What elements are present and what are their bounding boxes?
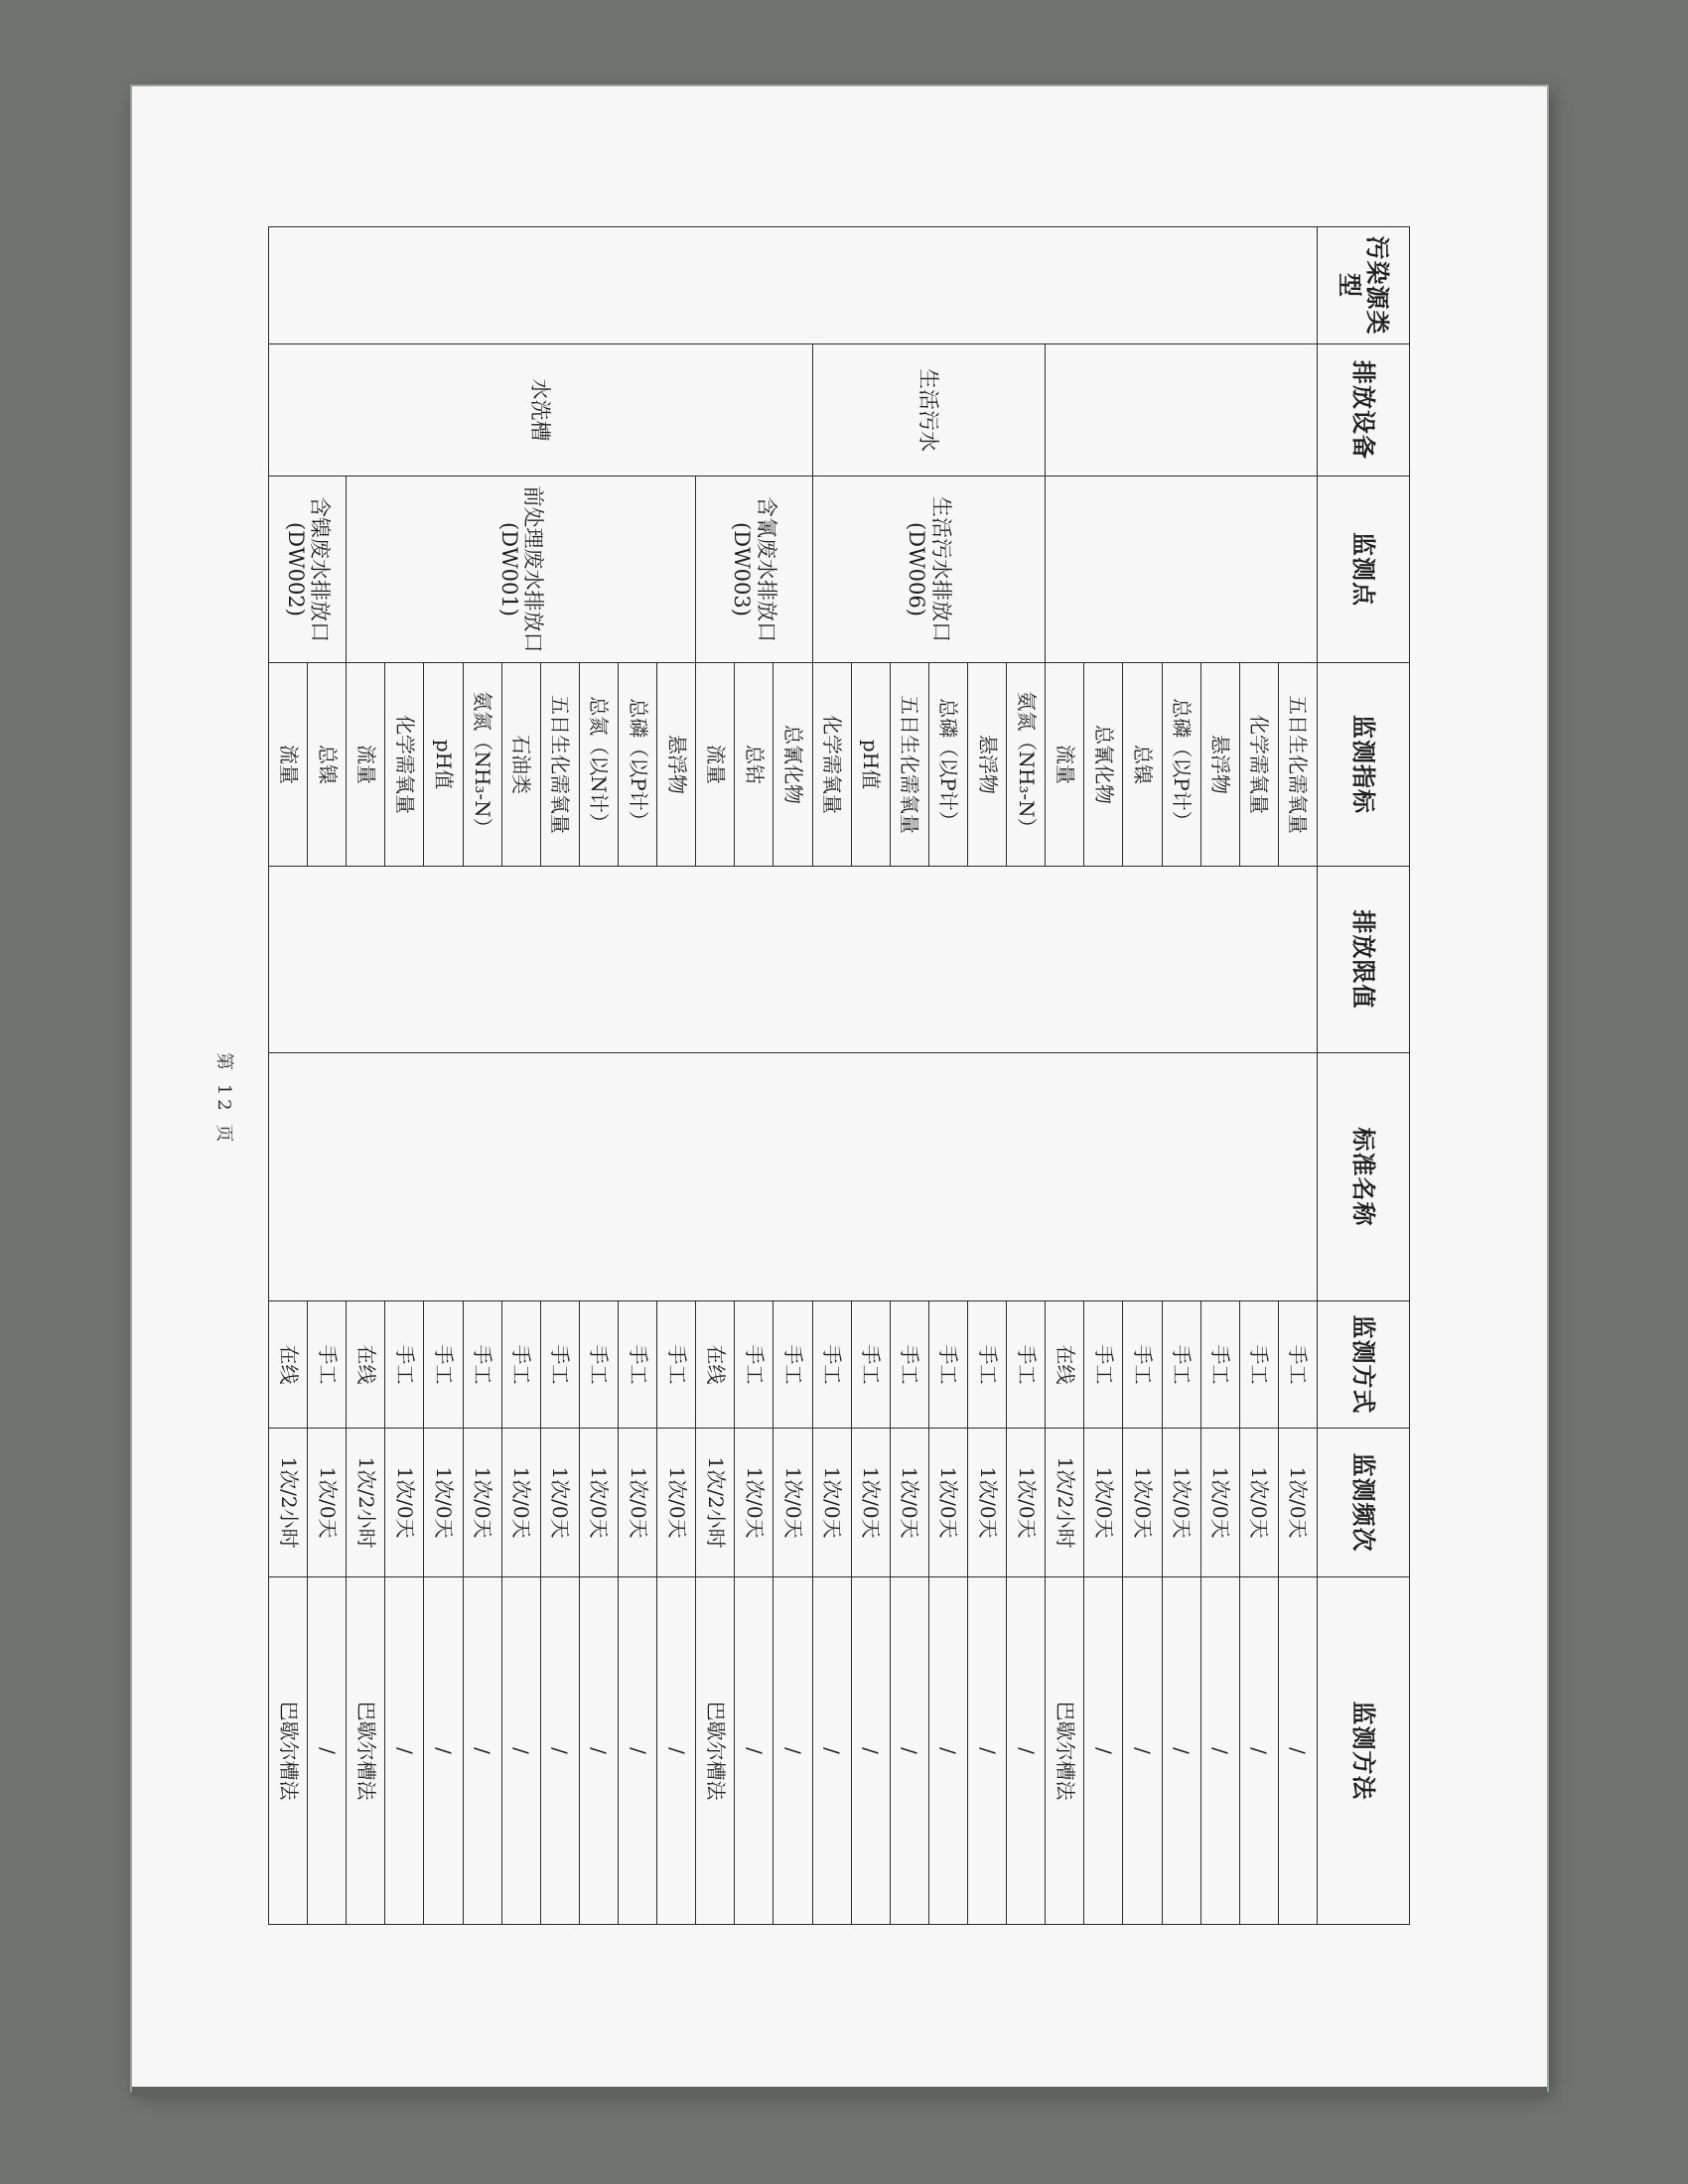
point-cell — [1046, 477, 1318, 663]
mode-cell: 手工 — [1007, 1301, 1046, 1429]
frequency-cell: 1次/0天 — [735, 1429, 774, 1577]
header-row — [1318, 227, 1410, 1925]
method-cell: / — [1123, 1577, 1162, 1925]
monitoring-table — [268, 226, 1410, 1925]
mode-cell: 手工 — [928, 1301, 967, 1429]
mode-cell: 手工 — [657, 1301, 696, 1429]
frequency-cell: 1次/0天 — [1084, 1429, 1123, 1577]
method-cell: / — [308, 1577, 347, 1925]
equipment-cell — [1046, 344, 1318, 477]
mode-cell: 手工 — [501, 1301, 540, 1429]
parameter-cell: 五日生化需氧量 — [890, 663, 928, 867]
header-limit: 排放限值 — [1318, 867, 1410, 1053]
mode-cell: 手工 — [1278, 1301, 1317, 1429]
method-cell: / — [735, 1577, 774, 1925]
parameter-cell: 总氰化物 — [1084, 663, 1123, 867]
mode-cell: 在线 — [269, 1301, 308, 1429]
header-source-type: 污染源类型 — [1318, 227, 1410, 344]
frequency-cell: 1次/0天 — [501, 1429, 540, 1577]
parameter-cell: 悬浮物 — [657, 663, 696, 867]
frequency-cell: 1次/0天 — [308, 1429, 347, 1577]
mode-cell: 手工 — [463, 1301, 501, 1429]
method-cell: / — [657, 1577, 696, 1925]
mode-cell: 手工 — [385, 1301, 424, 1429]
point-cell: 含氰废水排放口(DW003) — [696, 477, 812, 663]
frequency-cell: 1次/0天 — [1162, 1429, 1200, 1577]
header-mode: 监测方式 — [1318, 1301, 1410, 1429]
frequency-cell: 1次/0天 — [1239, 1429, 1278, 1577]
header-frequency: 监测频次 — [1318, 1429, 1410, 1577]
parameter-cell: 化学需氧量 — [385, 663, 424, 867]
mode-cell: 手工 — [424, 1301, 463, 1429]
page-number: 第 12 页 — [213, 1052, 234, 1147]
mode-cell: 在线 — [347, 1301, 385, 1429]
method-cell: / — [540, 1577, 579, 1925]
frequency-cell: 1次/0天 — [1200, 1429, 1239, 1577]
header-parameter: 监测指标 — [1318, 663, 1410, 867]
frequency-cell: 1次/0天 — [657, 1429, 696, 1577]
parameter-cell: 五日生化需氧量 — [1278, 663, 1317, 867]
point-cell: 含镍废水排放口(DW002) — [269, 477, 347, 663]
parameter-cell: 总镍 — [1123, 663, 1162, 867]
limit-cell — [269, 867, 1318, 1053]
method-cell: / — [579, 1577, 618, 1925]
point-cell: 生活污水排放口(DW006) — [812, 477, 1046, 663]
mode-cell: 手工 — [890, 1301, 928, 1429]
mode-cell: 手工 — [735, 1301, 774, 1429]
method-cell: / — [424, 1577, 463, 1925]
parameter-cell: 化学需氧量 — [1239, 663, 1278, 867]
frequency-cell: 1次/2小时 — [1046, 1429, 1084, 1577]
frequency-cell: 1次/0天 — [619, 1429, 657, 1577]
parameter-cell: 氨氮（NH₃-N） — [1007, 663, 1046, 867]
method-cell: 巴歇尔槽法 — [1046, 1577, 1084, 1925]
rotated-table-wrapper — [268, 226, 1410, 1924]
mode-cell: 在线 — [1046, 1301, 1084, 1429]
scan-edge — [132, 2087, 1547, 2097]
frequency-cell: 1次/0天 — [890, 1429, 928, 1577]
mode-cell: 手工 — [619, 1301, 657, 1429]
method-cell: / — [1278, 1577, 1317, 1925]
parameter-cell: 石油类 — [501, 663, 540, 867]
method-cell: / — [619, 1577, 657, 1925]
mode-cell: 手工 — [968, 1301, 1007, 1429]
mode-cell: 手工 — [540, 1301, 579, 1429]
frequency-cell: 1次/2小时 — [696, 1429, 735, 1577]
mode-cell: 手工 — [851, 1301, 890, 1429]
equipment-cell: 生活污水 — [812, 344, 1046, 477]
parameter-cell: 总钴 — [735, 663, 774, 867]
mode-cell: 手工 — [1162, 1301, 1200, 1429]
parameter-cell: 总镍 — [308, 663, 347, 867]
mode-cell: 手工 — [1123, 1301, 1162, 1429]
mode-cell: 手工 — [579, 1301, 618, 1429]
frequency-cell: 1次/0天 — [540, 1429, 579, 1577]
parameter-cell: pH值 — [851, 663, 890, 867]
frequency-cell: 1次/0天 — [812, 1429, 851, 1577]
parameter-cell: 悬浮物 — [1200, 663, 1239, 867]
method-cell: / — [812, 1577, 851, 1925]
equipment-cell: 水洗槽 — [269, 344, 813, 477]
parameter-cell: 流量 — [696, 663, 735, 867]
frequency-cell: 1次/2小时 — [347, 1429, 385, 1577]
parameter-cell: 流量 — [347, 663, 385, 867]
frequency-cell: 1次/0天 — [424, 1429, 463, 1577]
parameter-cell: 总磷（以P计） — [619, 663, 657, 867]
header-method: 监测方法 — [1318, 1577, 1410, 1925]
method-cell: / — [1162, 1577, 1200, 1925]
parameter-cell: 五日生化需氧量 — [540, 663, 579, 867]
table-row — [1278, 227, 1317, 1925]
parameter-cell: 流量 — [269, 663, 308, 867]
parameter-cell: 悬浮物 — [968, 663, 1007, 867]
frequency-cell: 1次/0天 — [1123, 1429, 1162, 1577]
mode-cell: 在线 — [696, 1301, 735, 1429]
mode-cell: 手工 — [774, 1301, 812, 1429]
parameter-cell: 氨氮（NH₃-N） — [463, 663, 501, 867]
frequency-cell: 1次/0天 — [1007, 1429, 1046, 1577]
method-cell: 巴歇尔槽法 — [347, 1577, 385, 1925]
standard-cell — [269, 1053, 1318, 1301]
header-standard: 标准名称 — [1318, 1053, 1410, 1301]
method-cell: / — [385, 1577, 424, 1925]
method-cell: / — [851, 1577, 890, 1925]
method-cell: / — [1084, 1577, 1123, 1925]
parameter-cell: 流量 — [1046, 663, 1084, 867]
method-cell: 巴歇尔槽法 — [696, 1577, 735, 1925]
method-cell: / — [501, 1577, 540, 1925]
frequency-cell: 1次/0天 — [385, 1429, 424, 1577]
mode-cell: 手工 — [1200, 1301, 1239, 1429]
mode-cell: 手工 — [1084, 1301, 1123, 1429]
mode-cell: 手工 — [812, 1301, 851, 1429]
parameter-cell: 总氰化物 — [774, 663, 812, 867]
parameter-cell: 化学需氧量 — [812, 663, 851, 867]
parameter-cell: pH值 — [424, 663, 463, 867]
parameter-cell: 总氮（以N计） — [579, 663, 618, 867]
method-cell: / — [1239, 1577, 1278, 1925]
frequency-cell: 1次/0天 — [1278, 1429, 1317, 1577]
method-cell: / — [968, 1577, 1007, 1925]
method-cell: / — [1200, 1577, 1239, 1925]
parameter-cell: 总磷（以P计） — [928, 663, 967, 867]
method-cell: 巴歇尔槽法 — [269, 1577, 308, 1925]
frequency-cell: 1次/0天 — [968, 1429, 1007, 1577]
header-equipment: 排放设备 — [1318, 344, 1410, 477]
point-cell: 前处理废水排放口(DW001) — [347, 477, 696, 663]
method-cell: / — [928, 1577, 967, 1925]
mode-cell: 手工 — [308, 1301, 347, 1429]
frequency-cell: 1次/0天 — [463, 1429, 501, 1577]
mode-cell: 手工 — [1239, 1301, 1278, 1429]
source-type-cell — [269, 227, 1318, 344]
header-point: 监测点 — [1318, 477, 1410, 663]
parameter-cell: 总磷（以P计） — [1162, 663, 1200, 867]
frequency-cell: 1次/0天 — [579, 1429, 618, 1577]
frequency-cell: 1次/0天 — [928, 1429, 967, 1577]
method-cell: / — [463, 1577, 501, 1925]
method-cell: / — [890, 1577, 928, 1925]
method-cell: / — [774, 1577, 812, 1925]
frequency-cell: 1次/0天 — [774, 1429, 812, 1577]
frequency-cell: 1次/0天 — [851, 1429, 890, 1577]
method-cell: / — [1007, 1577, 1046, 1925]
frequency-cell: 1次/2小时 — [269, 1429, 308, 1577]
